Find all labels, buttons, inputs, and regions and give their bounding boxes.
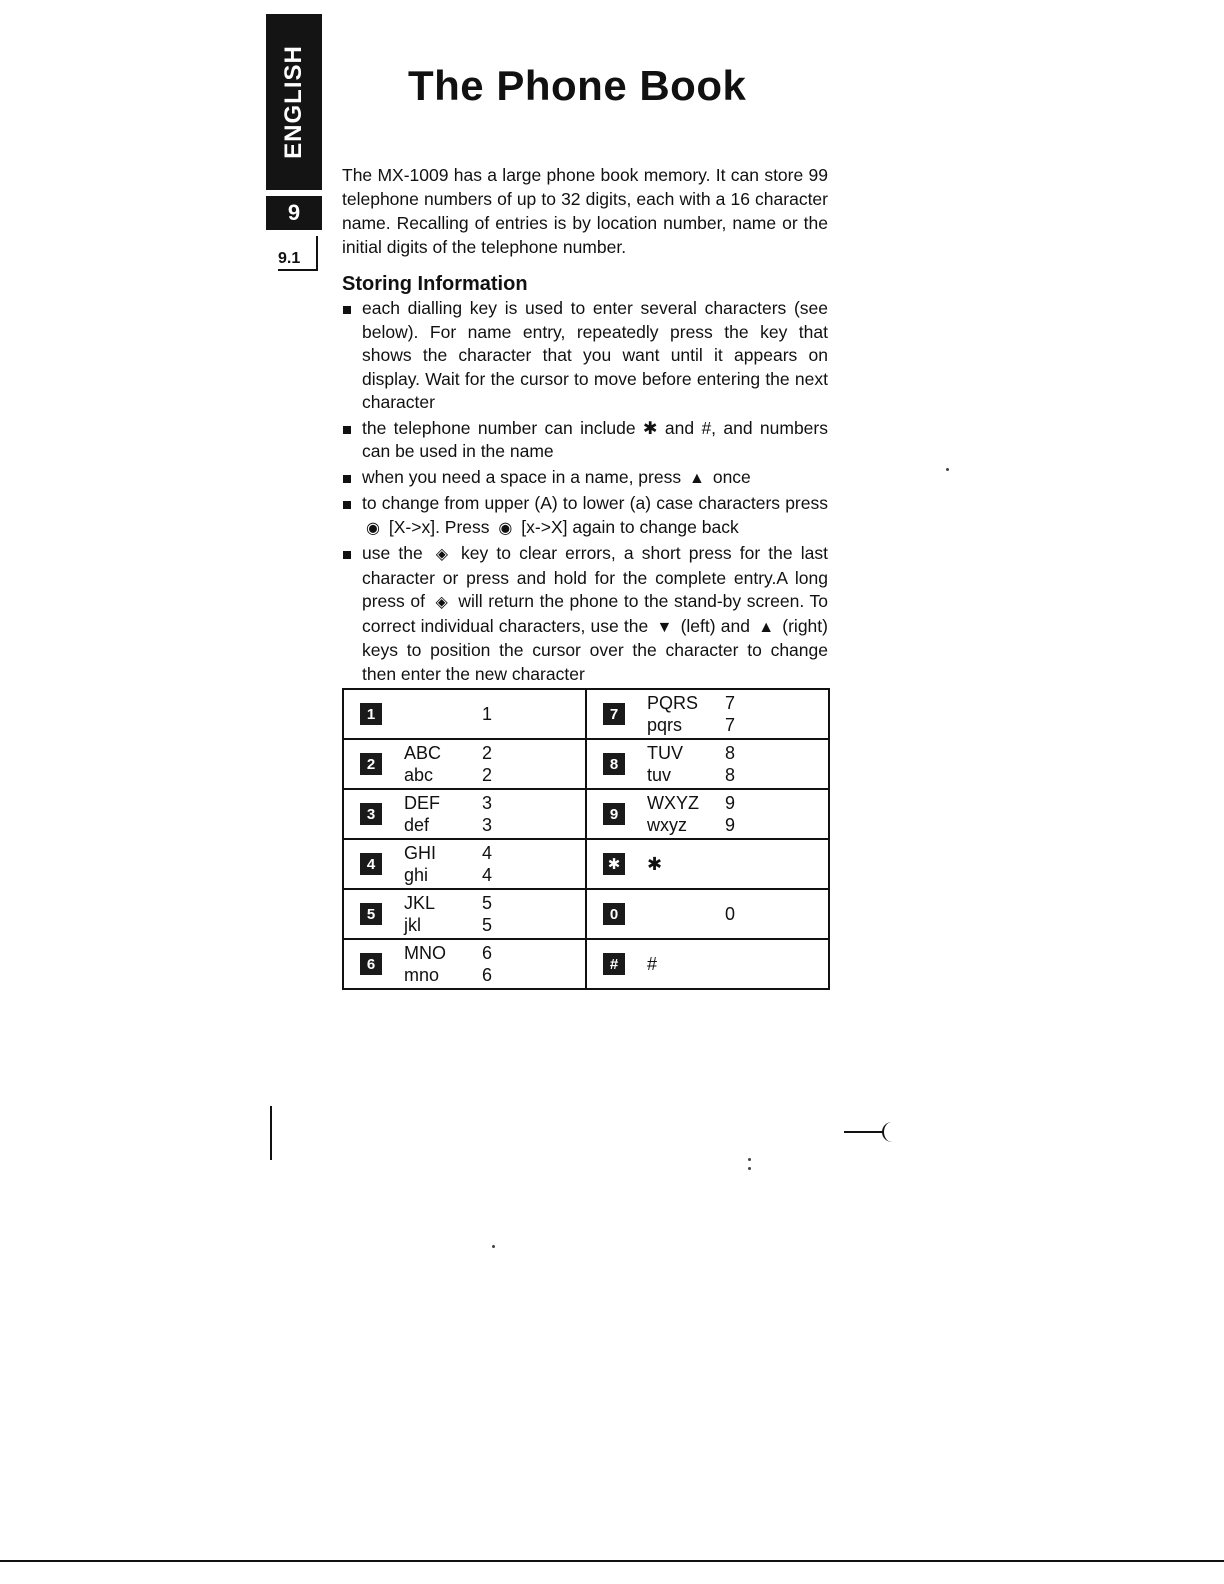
scan-dot xyxy=(492,1245,495,1248)
margin-mark xyxy=(882,1122,892,1142)
bullet-text: [X->x]. Press xyxy=(388,516,490,537)
table-cell xyxy=(343,789,586,839)
list-item xyxy=(342,492,828,540)
menu-key-icon: ◉ xyxy=(366,519,380,537)
key-badge: 7 xyxy=(603,703,625,725)
table-row xyxy=(343,689,829,739)
key-digits xyxy=(482,792,512,836)
key-lower: tuv xyxy=(647,765,672,785)
section-number: 9.1 xyxy=(278,250,301,267)
key-lower: def xyxy=(404,815,430,835)
list-item xyxy=(342,417,828,464)
key-lower-digit: 4 xyxy=(482,865,493,885)
list-item xyxy=(342,542,828,686)
instruction-list xyxy=(342,297,828,686)
key-digits xyxy=(725,792,755,836)
key-lower-digit: 5 xyxy=(482,915,493,935)
bullet-text: key to clear errors, a short press for the last character or press and hold for the complete entry.A long press of xyxy=(362,543,828,611)
page-title: The Phone Book xyxy=(408,62,747,109)
key-badge: # xyxy=(603,953,625,975)
key-digits xyxy=(482,892,512,936)
key-letters xyxy=(404,792,482,836)
key-upper: WXYZ xyxy=(647,793,699,813)
key-badge: 3 xyxy=(360,803,382,825)
table-row xyxy=(343,889,829,939)
scan-dot xyxy=(748,1158,751,1161)
key-upper: MNO xyxy=(404,943,446,963)
key-badge: 9 xyxy=(603,803,625,825)
scan-dot xyxy=(946,468,949,471)
bullet-text: (right) keys to position the cursor over the character to change then enter the new character xyxy=(362,615,828,684)
key-lower-digit: 2 xyxy=(482,765,493,785)
key-upper: JKL xyxy=(404,893,436,913)
key-lower: pqrs xyxy=(647,715,683,735)
key-lower: mno xyxy=(404,965,440,985)
table-row xyxy=(343,739,829,789)
key-upper: TUV xyxy=(647,743,683,763)
key-cell xyxy=(587,840,828,888)
key-letters xyxy=(404,892,482,936)
key-value: # xyxy=(647,953,658,974)
table-cell xyxy=(343,939,586,989)
key-letters xyxy=(647,792,725,836)
key-badge: 4 xyxy=(360,853,382,875)
table-cell xyxy=(586,889,829,939)
key-digits xyxy=(725,742,755,786)
list-item xyxy=(342,297,828,415)
section-rule xyxy=(316,236,318,270)
clear-key-icon: ◈ xyxy=(435,546,448,563)
table-cell xyxy=(343,839,586,889)
bullet-text: once xyxy=(712,466,751,487)
section-rule xyxy=(278,269,318,271)
key-cell xyxy=(344,890,585,938)
table-cell xyxy=(586,839,829,889)
key-upper-digit: 6 xyxy=(482,943,493,963)
bullet-text: each dialling key is used to enter several characters (see below). For name entry, repeatedly press the key that shows the character that you want until it appears on display. Wait for the cursor to move before entering the next character xyxy=(362,298,828,412)
key-cell xyxy=(587,790,828,838)
margin-mark xyxy=(844,1131,884,1133)
table-cell xyxy=(343,889,586,939)
table-cell xyxy=(586,939,829,989)
key-upper-digit: 9 xyxy=(725,793,736,813)
chapter-number: 9 xyxy=(266,196,322,230)
key-badge: 8 xyxy=(603,753,625,775)
key-badge: 6 xyxy=(360,953,382,975)
key-upper-digit: 2 xyxy=(482,743,493,763)
key-cell xyxy=(587,940,828,988)
up-arrow-key-icon: ▲ xyxy=(758,618,775,636)
key-cell xyxy=(344,790,585,838)
key-lower: abc xyxy=(404,765,434,785)
key-value: 1 xyxy=(482,703,493,724)
key-badge: 2 xyxy=(360,753,382,775)
key-upper-digit: 7 xyxy=(725,693,736,713)
key-upper-digit: 8 xyxy=(725,743,736,763)
key-lower-digit: 3 xyxy=(482,815,493,835)
key-lower-digit: 7 xyxy=(725,715,736,735)
key-lower-digit: 6 xyxy=(482,965,493,985)
table-row xyxy=(343,939,829,989)
bullet-text: to change from upper (A) to lower (a) case characters press xyxy=(362,493,828,513)
key-cell xyxy=(344,740,585,788)
table-cell xyxy=(586,739,829,789)
key-cell xyxy=(344,940,585,988)
key-lower: ghi xyxy=(404,865,429,885)
key-letters xyxy=(647,742,725,786)
key-cell xyxy=(587,740,828,788)
key-badge: 5 xyxy=(360,903,382,925)
key-letters xyxy=(404,842,482,886)
key-cell xyxy=(587,690,828,738)
key-digits xyxy=(725,692,755,736)
up-arrow-key-icon: ▲ xyxy=(689,469,705,487)
key-upper-digit: 5 xyxy=(482,893,493,913)
bullet-text: will return the phone to the stand-by screen. To correct individual characters, use the xyxy=(362,591,828,636)
table-cell xyxy=(586,789,829,839)
key-digits xyxy=(482,942,512,986)
language-tab xyxy=(266,14,322,190)
table-cell xyxy=(343,689,586,739)
key-letters xyxy=(404,942,482,986)
bullet-text: use the xyxy=(362,543,423,563)
key-letters xyxy=(647,692,725,736)
key-upper-digit: 3 xyxy=(482,793,493,813)
key-lower: wxyz xyxy=(647,815,687,835)
key-badge: 1 xyxy=(360,703,382,725)
key-cell xyxy=(344,840,585,888)
margin-mark xyxy=(270,1106,272,1160)
language-label: ENGLISH xyxy=(280,45,307,159)
bullet-text: the telephone number can include ✱ and #, and numbers can be used in the name xyxy=(362,417,828,461)
list-item xyxy=(342,466,828,491)
table-row xyxy=(343,789,829,839)
key-upper: GHI xyxy=(404,843,437,863)
key-value: ✱ xyxy=(647,853,663,874)
menu-key-icon: ◉ xyxy=(498,519,513,537)
key-lower: jkl xyxy=(404,915,421,935)
key-cell xyxy=(587,890,828,938)
key-lower-digit: 8 xyxy=(725,765,736,785)
key-badge: ✱ xyxy=(603,853,625,875)
key-upper: ABC xyxy=(404,743,442,763)
main-content xyxy=(342,163,828,990)
key-character-table xyxy=(342,688,830,990)
clear-key-icon: ◈ xyxy=(435,594,448,611)
page-bottom-rule xyxy=(0,1560,1224,1562)
bullet-text: (left) and xyxy=(680,615,750,636)
table-cell xyxy=(343,739,586,789)
bullet-text: when you need a space in a name, press xyxy=(362,466,682,487)
bullet-text: [x->X] again to change back xyxy=(521,516,739,537)
key-letters xyxy=(404,742,482,786)
down-arrow-key-icon: ▼ xyxy=(656,618,673,636)
section-heading: Storing Information xyxy=(342,273,528,295)
intro-paragraph: The MX-1009 has a large phone book memory. It can store 99 telephone numbers of up to 32 digits, each with a 16 character name. Recalling of entries is by location number, name or the initial digits of the telephone number. xyxy=(342,165,828,257)
key-value: 0 xyxy=(725,903,736,924)
scan-dot xyxy=(748,1167,751,1170)
table-row xyxy=(343,839,829,889)
key-upper: PQRS xyxy=(647,693,699,713)
key-badge: 0 xyxy=(603,903,625,925)
key-cell xyxy=(344,690,585,738)
key-upper: DEF xyxy=(404,793,440,813)
table-cell xyxy=(586,689,829,739)
key-lower-digit: 9 xyxy=(725,815,736,835)
key-upper-digit: 4 xyxy=(482,843,493,863)
key-digits xyxy=(482,742,512,786)
key-digits xyxy=(482,842,512,886)
